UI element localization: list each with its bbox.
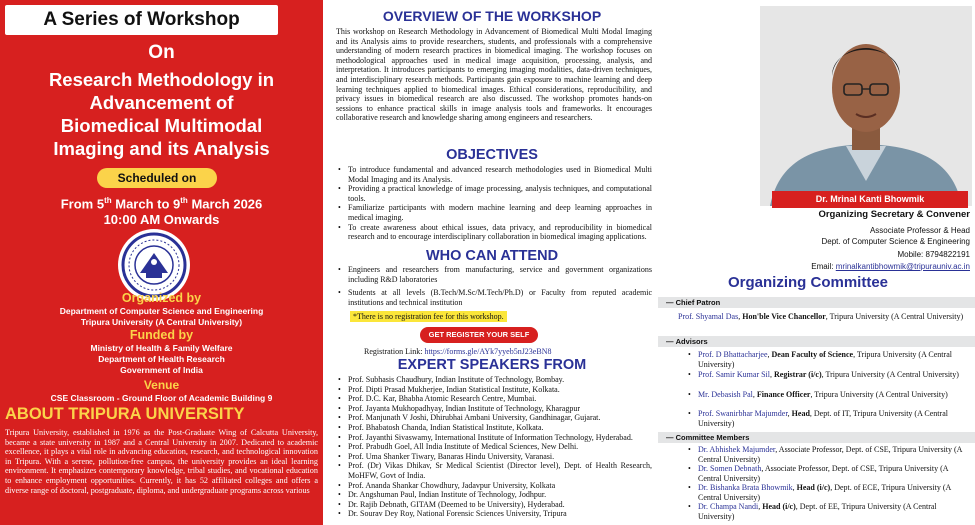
member-name: Prof. Swanirbhar Majumder xyxy=(698,409,788,418)
register-button[interactable]: GET REGISTER YOUR SELF xyxy=(420,327,538,343)
speaker-item: • Dr. Sourav Dey Roy, National Forensic Sciences University, Tripura xyxy=(336,509,652,519)
speaker-item: • Prof. Subhasis Chaudhury, Indian Institute of Technology, Bombay. xyxy=(336,375,652,385)
member-name: Dr. Abhishek Majumder xyxy=(698,445,776,454)
committee-heading: Organizing Committee xyxy=(728,274,889,291)
speaker-item: • Prof. Uma Shanker Tiwary, Banaras Hindu University, Varanasi. xyxy=(336,452,652,462)
members-label: — Committee Members xyxy=(666,432,749,443)
member-item xyxy=(698,464,973,483)
convener-position: Associate Professor & Head xyxy=(869,226,970,235)
right-column xyxy=(658,0,975,525)
member-title: Finance Officer xyxy=(756,390,811,399)
speaker-item: • Prof. D.C. Kar, Bhabha Atomic Research Centre, Mumbai. xyxy=(336,394,652,404)
funded-line: Department of Health Research xyxy=(98,354,225,364)
workshop-time: 10:00 AM Onwards xyxy=(103,212,220,228)
chief-patron: Prof. Shyamal Das, Hon'ble Vice Chancellor, Tripura University (A Central University) xyxy=(678,312,964,321)
convener-dept: Dept. of Computer Science & Engineering xyxy=(821,237,970,246)
advisor-item: • Mr. Debasish Pal, Finance Officer, Tripura University (A Central University) xyxy=(698,390,973,400)
organized-line: Tripura University (A Central University) xyxy=(80,317,243,327)
registration-link-row xyxy=(364,347,551,356)
list-item: • Engineers and researchers from manufacturing, service and government organizations including R&D laboratories xyxy=(336,265,652,284)
member-affiliation: , Associate Professor, Dept. of CSE, Tripura University (A Central University) xyxy=(698,464,949,483)
member-affiliation: , Tripura University (A Central University) xyxy=(825,312,964,321)
registration-link-label: Registration Link: xyxy=(364,347,425,356)
date-from: From 5 xyxy=(60,196,105,212)
attend-list xyxy=(336,265,652,307)
member-affiliation: , Associate Professor, Dept. of CSE, Tripura University (A Central University) xyxy=(698,445,963,464)
registration-link[interactable]: https://forms.gle/AYk7yyeb5nJ23eBN8 xyxy=(424,347,552,356)
member-name: Mr. Debasish Pal xyxy=(698,390,753,399)
funded-line: Ministry of Health & Family Welfare xyxy=(90,343,233,353)
chief-patron-label: — Chief Patron xyxy=(666,297,720,308)
advisor-item: • Prof. Swanirbhar Majumder, Head, Dept. of IT, Tripura University (A Central University) xyxy=(698,409,973,428)
speaker-item: • Prof. Jayanta Mukhopadhyay, Indian Institute of Technology, Kharagpur xyxy=(336,404,652,414)
workshop-title xyxy=(6,68,317,160)
member-title: Head (i/c) xyxy=(796,483,831,492)
member-affiliation: , Tripura University (A Central University) xyxy=(810,390,948,399)
member-name: Dr. Somen Debnath xyxy=(698,464,762,473)
advisor-item: • Prof. Samir Kumar Sil, Registrar (i/c), Tripura University (A Central University) xyxy=(698,370,973,380)
speaker-item: • Prof. Dipti Prasad Mukherjee, Indian Statistical Institute, Kolkata. xyxy=(336,385,652,395)
middle-column xyxy=(326,0,658,525)
registration-fee-note: *There is no registration fee for this workshop. xyxy=(350,311,507,322)
workshop-dates xyxy=(0,193,323,228)
on-label: On xyxy=(148,42,175,63)
speaker-item: • Prof. Ananda Shankar Chowdhury, Jadavpur University, Kolkata xyxy=(336,481,652,491)
member-affiliation: , Tripura University (A Central University) xyxy=(698,350,952,369)
funded-heading: Funded by xyxy=(129,328,194,342)
convener-photo xyxy=(760,6,972,206)
organized-text xyxy=(0,306,323,328)
venue-heading: Venue xyxy=(143,378,180,392)
scheduled-badge: Scheduled on xyxy=(97,168,217,188)
member-item: • Dr. Champa Nandi, Head (i/c), Dept. of EE, Tripura University (A Central University) xyxy=(698,502,973,521)
member-affiliation: , Dept. of IT, Tripura University (A Central University) xyxy=(698,409,948,428)
advisors-label: — Advisors xyxy=(666,336,708,347)
email-label: Email: xyxy=(811,262,836,271)
member-affiliation: , Tripura University (A Central University) xyxy=(821,370,959,379)
member-title: Dean Faculty of Science xyxy=(771,350,854,359)
list-item: • Providing a practical knowledge of image processing, analysis techniques, and computational tools. xyxy=(336,184,652,203)
convener-role: Organizing Secretary & Convener xyxy=(818,209,970,220)
list-item: • Familiarize participants with modern machine learning and deep learning approaches in medical imaging. xyxy=(336,203,652,222)
objectives-heading: OBJECTIVES xyxy=(446,147,538,163)
speakers-heading: EXPERT SPEAKERS FROM xyxy=(397,357,587,373)
organized-heading: Organized by xyxy=(121,291,202,305)
list-item: • To introduce fundamental and advanced research methodologies used in Biomedical Multi Modal Imaging and its Analysis. xyxy=(336,165,652,184)
funded-line: Government of India xyxy=(120,365,203,375)
advisor-item: • Prof. D Bhattacharjee, Dean Faculty of Science, Tripura University (A Central University) xyxy=(698,350,973,369)
list-item: • Students at all levels (B.Tech/M.Sc/M.Tech/Ph.D) or Faculty from reputed academic institutions and technical institution xyxy=(336,288,652,307)
about-text: Tripura University, established in 1976 as the Post-Graduate Wing of Calcutta University, became a state university in 1987 and a Central University in 2007. Dedicated to academic excellence, it plays a vital role in advancing education, research, and technological innovation in Tripura. With a serene, pollution-free campus, the university provides an ideal learning environment. It emphasizes contemporary knowledge, tribal studies, and vocational education to enhance employment opportunities. Currently, it has 52 affiliated colleges and offers a diverse range of doctoral, postgraduate, diploma, and undergraduate programs across various xyxy=(5,428,318,495)
member-title: Head (i/c) xyxy=(762,502,796,511)
speaker-item: • Prof. Prabudh Goel, All India Institute of Medical Sciences, New Delhi. xyxy=(336,442,652,452)
overview-text: This workshop on Research Methodology in Advancement of Biomedical Multi Modal Imaging and its Analysis aims to provide researchers, students, and professionals with a comprehensive understanding of modern research practices in biomedical imaging. The workshop focuses on methodological approaches used in medical image acquisition, processing, analysis, and interpretation. It introduces participants to emerging imaging modalities, data-driven techniques, and interdisciplinary research methods. Participants gain exposure to machine learning and deep learning techniques applied to biomedical images. Ethical considerations, reproducibility, and privacy issues in biomedical research are also discussed. The workshop promotes hands-on sessions to enhance practical skills in image analysis tools and frameworks. It encourages collaborative research and knowledge sharing among engineers and researchers. xyxy=(336,27,652,123)
member-affiliation: , Dept. of EE, Tripura University (A Central University) xyxy=(698,502,937,521)
convener-mobile: Mobile: 8794822191 xyxy=(897,250,970,259)
speaker-item: • Dr. Angshuman Paul, Indian Institute of Technology, Jodhpur. xyxy=(336,490,652,500)
speaker-item: • Prof. Jayanthi Sivaswamy, International Institute of Information Technology, Hyderabad. xyxy=(336,433,652,443)
member-item: • Dr. Bishanka Brata Bhowmik, Head (i/c), Dept. of ECE, Tripura University (A Central University) xyxy=(698,483,973,502)
attend-heading: WHO CAN ATTEND xyxy=(425,248,559,264)
left-panel xyxy=(0,0,323,525)
date-sup: th xyxy=(104,196,112,205)
list-item: • To create awareness about ethical issues, data privacy, and reproducibility in biomedical research and to encourage interdisciplinary collaboration in biomedical imaging applications. xyxy=(336,223,652,242)
member-name: Prof. Samir Kumar Sil xyxy=(698,370,770,379)
title-line: Biomedical Multimodal xyxy=(60,115,263,136)
speaker-item: • Prof. (Dr) Vikas Dhikav, Sr Medical Scientist (Director level), Dept. of Health Research, MoHFW, Govt of India. xyxy=(336,461,652,480)
member-title: Registrar (i/c) xyxy=(774,370,822,379)
speaker-item: • Dr. Rajib Debnath, GITAM (Deemed to be University), Hyderabad. xyxy=(336,500,652,510)
title-line: Advancement of xyxy=(89,92,234,113)
organized-line: Department of Computer Science and Engineering xyxy=(59,306,264,316)
overview-heading: OVERVIEW OF THE WORKSHOP xyxy=(382,8,602,24)
title-line: Research Methodology in xyxy=(48,69,275,90)
series-label: A Series of Workshop xyxy=(5,5,278,35)
convener-email[interactable]: mrinalkantibhowmik@tripurauniv.ac.in xyxy=(835,262,970,271)
date-sup: th xyxy=(180,196,188,205)
date-mid: March to 9 xyxy=(111,196,181,212)
convener-email-row xyxy=(811,262,970,273)
member-name: Dr. Bishanka Brata Bhowmik xyxy=(698,483,793,492)
member-name: Dr. Champa Nandi xyxy=(698,502,759,511)
objectives-list xyxy=(336,165,652,242)
about-heading: ABOUT TRIPURA UNIVERSITY xyxy=(5,405,245,423)
date-end: March 2026 xyxy=(187,196,263,212)
member-item xyxy=(698,445,973,464)
speakers-list xyxy=(336,375,652,519)
funded-text xyxy=(0,343,323,376)
title-line: Imaging and its Analysis xyxy=(53,138,270,159)
member-title: Head xyxy=(791,409,810,418)
venue-text: CSE Classroom - Ground Floor of Academic Building 9 xyxy=(50,393,273,403)
speaker-item: • Prof. Manjunath V Joshi, Dhirubhai Ambani University, Gandhinagar, Gujarat. xyxy=(336,413,652,423)
convener-name: Dr. Mrinal Kanti Bhowmik xyxy=(772,191,968,208)
speaker-item: • Prof. Bhabatosh Chanda, Indian Statistical Institute, Kolkata. xyxy=(336,423,652,433)
member-title: Hon'ble Vice Chancellor xyxy=(742,312,826,321)
member-name: Prof. Shyamal Das xyxy=(678,312,739,321)
member-name: Prof. D Bhattacharjee xyxy=(698,350,768,359)
member-affiliation: , Dept. of ECE, Tripura University (A Central University) xyxy=(698,483,951,502)
